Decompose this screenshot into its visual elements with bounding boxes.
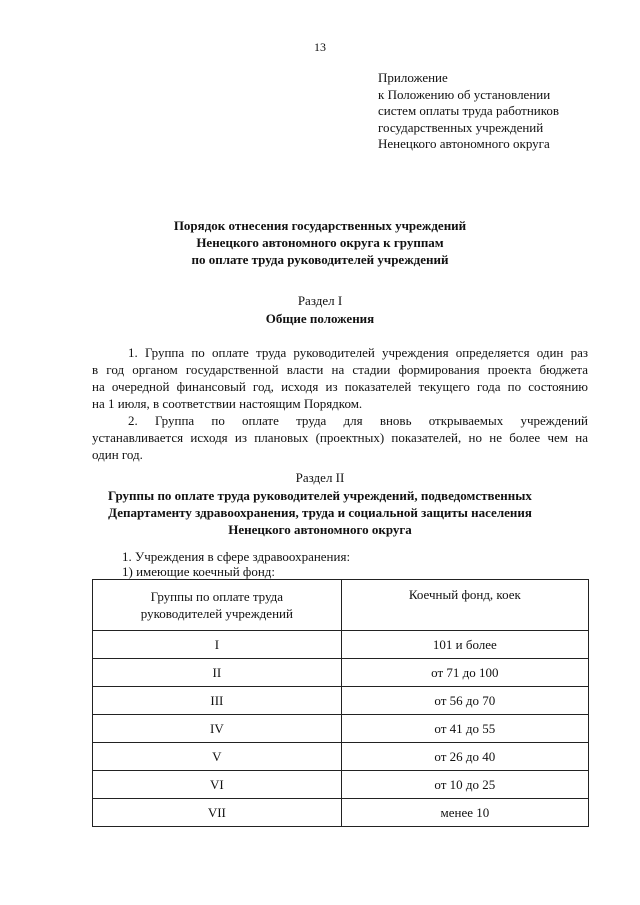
paragraph-line: 2. Группа по оплате труда для вновь открываемых учреждений — [128, 413, 588, 428]
groups-table — [92, 579, 589, 827]
appendix-line: систем оплаты труда работников — [378, 103, 560, 118]
table-cell-beds: от 71 до 100 — [341, 659, 588, 687]
item-healthcare: 1. Учреждения в сфере здравоохранения: — [122, 549, 351, 564]
appendix-line: государственных учреждений — [378, 119, 544, 135]
appendix-line: к Положению об установлении — [378, 86, 551, 102]
title-line: Ненецкого автономного округа к группам — [196, 235, 444, 250]
table-cell-group: III — [93, 687, 342, 715]
paragraph-line: на очередной финансовый год, исходя из показателей текущего года по состоянию — [92, 379, 588, 394]
table-header-group — [93, 580, 342, 631]
paragraph-1 — [92, 344, 588, 412]
title-line: по оплате труда руководителей учреждений — [191, 252, 449, 267]
table-row — [93, 743, 589, 771]
paragraph-line: один год. — [92, 447, 143, 462]
appendix-line: Ненецкого автономного округа — [378, 136, 550, 151]
section-1-heading-text: Общие положения — [265, 311, 375, 326]
paragraph-line: 1. Группа по оплате труда руководителей учреждения определяется один раз — [128, 345, 588, 360]
section-2-heading-line: Ненецкого автономного округа — [228, 522, 412, 537]
table-cell-group: V — [93, 743, 342, 771]
table-cell-beds: от 56 до 70 — [341, 687, 588, 715]
table-cell-beds: от 41 до 55 — [341, 715, 588, 743]
table-cell-group: II — [93, 659, 342, 687]
table-header-group-text: Группы по оплате труда руководителей учреждений — [140, 589, 293, 621]
table-header-beds: Коечный фонд, коек — [341, 580, 588, 631]
appendix-note — [378, 70, 559, 153]
table-cell-beds: 101 и более — [341, 631, 588, 659]
appendix-line: Приложение — [378, 70, 448, 85]
page-number: 13 — [314, 40, 326, 54]
section-1-label: Раздел I — [297, 293, 343, 308]
paragraph-line: на 1 июля, в соответствии настоящим Порядком. — [92, 396, 363, 411]
table-cell-group: VII — [93, 799, 342, 827]
table-row — [93, 631, 589, 659]
table-header-row — [93, 580, 589, 631]
table-row — [93, 659, 589, 687]
paragraph-2 — [92, 412, 588, 463]
document-title — [0, 217, 640, 268]
section-2-heading-line: Группы по оплате труда руководителей учреждений, подведомственных — [108, 488, 532, 503]
table-cell-beds: менее 10 — [341, 799, 588, 827]
table-cell-group: VI — [93, 771, 342, 799]
section-2-label: Раздел II — [295, 470, 345, 485]
table-cell-group: IV — [93, 715, 342, 743]
table-row — [93, 687, 589, 715]
table-cell-beds: от 10 до 25 — [341, 771, 588, 799]
section-1-heading — [0, 310, 640, 327]
section-2-heading-line: Департаменту здравоохранения, труда и социальной защиты населения — [108, 505, 532, 520]
section-2-heading — [0, 487, 640, 538]
table-row — [93, 715, 589, 743]
table-cell-beds: от 26 до 40 — [341, 743, 588, 771]
table-cell-group: I — [93, 631, 342, 659]
paragraph-line: устанавливается исходя из плановых (проектных) показателей, но не более чем на — [92, 430, 588, 445]
table-row — [93, 799, 589, 827]
table-row — [93, 771, 589, 799]
item-bed-fund: 1) имеющие коечный фонд: — [122, 564, 276, 579]
title-line: Порядок отнесения государственных учреждений — [173, 218, 467, 233]
paragraph-line: в год органом государственной власти на стадии формирования проекта бюджета — [92, 362, 588, 377]
